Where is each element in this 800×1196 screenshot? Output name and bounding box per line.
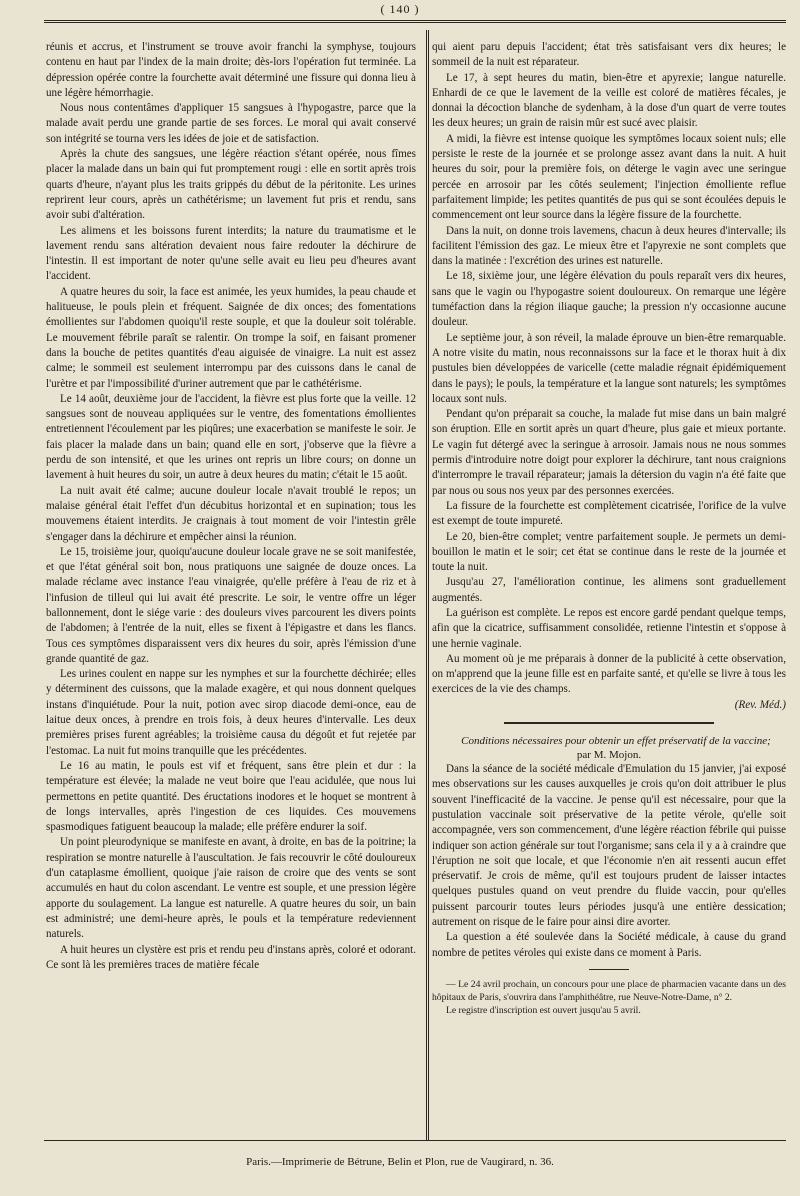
- paragraph: Le 14 août, deuxième jour de l'accident, la fièvre est plus forte que la veille. 12 sangsues sont de nouveau appliquées sur le ventre, des fomentations émollientes entretiennent l'écoulement par les piqûres; une exacerbation se manifeste le soir. Je fais placer la malade dans un bain; quand elle en sort, j'observe que la fièvre a perdu de son intensité, et que les urines ont repris un libre cours; on donne un lavement à huit heures du soir, un autre à deux heures du matin; c'était le 15 août.: [46, 392, 416, 482]
- notice-registration: Le registre d'inscription est ouvert jusqu'au 5 avril.: [446, 1004, 641, 1016]
- paragraph: Dans la nuit, on donne trois lavemens, chacun à deux heures d'intervalle; ils facilitent l'émission des gaz. Le mieux être et l'apyrexie ne sont complets que dans la matinée : l'excrétion des urines est naturelle.: [432, 224, 786, 268]
- notice-announcement: — Le 24 avril prochain, un concours pour une place de pharmacien vacante dans un des hôpitaux de Paris, s'ouvrira dans l'amphithéâtre, rue Neuve-Notre-Dame, n° 2.: [432, 978, 786, 1003]
- paragraph: Le 20, bien-être complet; ventre parfaitement souple. Je permets un demi-bouillon le matin et le soir; cet état se continue dans le reste de la journée et toute la nuit.: [432, 530, 786, 574]
- paragraph: Le 18, sixième jour, une légère élévation du pouls reparaît vers dix heures, sans que le vagin ou l'hypogastre soient douloureux. On remarque une légère tuméfaction dans la région iliaque gauche; la pression n'y occasionne aucune douleur.: [432, 270, 786, 329]
- paragraph: La fissure de la fourchette est complètement cicatrisée, l'orifice de la vulve est exempt de toute impureté.: [432, 499, 786, 528]
- paragraph: Les alimens et les boissons furent interdits; la nature du traumatisme et le lavement rendu sans altération devaient nous faire redouter la déchirure de l'intestin. Il est important de noter qu'une selle avait eu lieu peu d'heures avant l'accident.: [46, 224, 416, 283]
- article-body: [432, 762, 786, 961]
- bottom-rule: [44, 1140, 786, 1141]
- left-column: [46, 40, 416, 1142]
- article-title-text: Conditions nécessaires pour obtenir un effet préservatif de la vaccine;: [461, 735, 771, 748]
- paragraph: Après la chute des sangsues, une légère réaction s'étant opérée, nous fîmes placer la malade dans un bain qui fut promptement rougi : elle en sortit après trois quarts d'heure, n'ayant plus les traits grippés du début de la péritonite. Les urines reprirent leur cours, après un cathétérisme; un lavement fut pris et rendu, sans avoir subi d'altération.: [46, 148, 416, 222]
- right-column-text: [432, 40, 786, 698]
- paragraph: réunis et accrus, et l'instrument se trouve avoir franchi la symphyse, toujours contenu en haut par l'index de la main droite; dès-lors l'opération fut terminée. La dépression opérée contre la fourchette avait déterminé une fissure qui donna lieu à une légère hémorrhagie.: [46, 41, 416, 99]
- column-divider: [426, 30, 429, 1140]
- paragraph: Dans la séance de la société médicale d'Emulation du 15 janvier, j'ai exposé mes observations sur les causes auxquelles je crois qu'on doit attribuer le plus souvent l'inefficacité de la vaccine. Je pense qu'il est nécessaire, pour que la pustulation vaccinale soit préservative de la petite vérole, qu'elle soit accompagnée, vers son commencement, d'une légère réaction fébrile qui puisse indiquer son action générale sur tout l'organisme; sans cela il y a à craindre que l'éruption ne soit que locale, et que l'économie n'en ait ressenti aucun effet préservatif. Je crois de même, qu'il est toujours prudent de laisser intactes quelques pustules quand on veut prendre du fluide vaccin, pour qu'elles puissent parcourir toutes leurs périodes jusqu'à une entière dessication; autrement on risque de le faire pour ainsi dire avorter.: [432, 763, 786, 929]
- paragraph: Au moment où je me préparais à donner de la publicité à cette observation, on m'apprend que la jeune fille est en parfaite santé, et qu'elle se livre à tous les exercices de la vie des champs.: [432, 652, 786, 696]
- paragraph: qui aient paru depuis l'accident; état très satisfaisant vers dix heures; le sommeil de la nuit est réparateur.: [432, 41, 786, 69]
- paragraph: A quatre heures du soir, la face est animée, les yeux humides, la peau chaude et halitueuse, le pouls plein et fréquent. Saignée de dix onces; des fomentations émollientes sur l'abdomen quoiqu'il reste souple, et que la douleur soit tolérable. Le mouvement fébrile paraît se ralentir. On trompe la soif, en faisant promener dans la bouche de petites quantités d'eau aiguisée de vinaigre. La nuit est assez calme; le sommeil est seulement interrompu par des cuissons dans le canal de l'urètre et par l'impossibilité d'uriner autrement que par le cathétérisme.: [46, 285, 416, 390]
- paragraph: Le 15, troisième jour, quoiqu'aucune douleur locale grave ne se soit manifestée, et que l'état général soit bon, nous pratiquons une saignée de douze onces. La malade réclame avec instance l'eau vinaigrée, qu'elle préfère à l'eau de riz et à l'infusion de tilleul qui lui avait été prescrite. Le soir, le ventre offre un léger ballonnement, dont le siége varie : des douleurs vives parcourent les divers points de l'abdomen; à l'entrée de la nuit, elles se fixent à l'épigastre et dans les flancs. Tous ces symptômes disparaissent vers dix heures du soir, après l'émission d'une grande quantité de gaz.: [46, 545, 416, 665]
- paragraph: La nuit avait été calme; aucune douleur locale n'avait troublé le repos; un malaise général était l'effet d'un décubitus horizontal et en supination; tous les mouvemens étaient interdits. Je craignais à tout moment de voir l'intestin grêle s'engager dans la déchirure et empêcher ainsi la réunion.: [46, 484, 416, 543]
- notice-block: [432, 978, 786, 1017]
- paragraph: Nous nous contentâmes d'appliquer 15 sangsues à l'hypogastre, parce que la malade avait perdu une grande partie de ses forces. Le moral qui avait conservé son intégrité se tourna vers les idées de joie et de satisfaction.: [46, 102, 416, 145]
- paragraph: Les urines coulent en nappe sur les nymphes et sur la fourchette déchirée; elles y déterminent des cuissons, que la malade exagère, et qui nous donnent quelques instans d'inquiétude. Pour la nuit, potion avec sirop diacode demi-once, eau de laitue deux onces, à prendre en trois fois, à deux heures d'intervalle. Les deux premières prises furent agréables; la troisième causa du dégoût et fut rejetée par l'estomac. La nuit fut moins tranquille que les précédentes.: [46, 668, 416, 757]
- source-signature: (Rev. Méd.): [734, 698, 786, 711]
- paragraph: Le 16 au matin, le pouls est vif et fréquent, sans être plein et dur : la température est élevée; la malade ne veut boire que l'eau acidulée, que nous lui permettons en petite quantité. Des éructations inodores et le hoquet se montrent à de longs intervalles, après l'ingestion de ces liquides. Ces mouvemens spasmodiques fatiguent beaucoup la malade; elle préfère endurer la soif.: [46, 759, 416, 834]
- paragraph: A midi, la fièvre est intense quoique les symptômes locaux soient nuls; elle persiste le reste de la journée et se prolonge assez avant dans la nuit. A huit heures du soir, pour la première fois, on déterge le vagin avec une seringue percée en arrosoir par les côtés seulement; l'injection émolliente reflue parfaitement limpide; les petites quantités de pus qui se sont écoulées depuis le commencement ont leur source dans la légère fissure de la fourchette.: [432, 132, 786, 222]
- paragraph: Pendant qu'on préparait sa couche, la malade fut mise dans un bain malgré son éruption. Elle en sortit après un quart d'heure, plus gaie et mieux portante. Le vagin fut détergé avec la seringue à arrosoir. Jamais nous ne nous sommes permis d'introduire notre doigt pour explorer la déchirure, tant nous craignions d'interrompre le travail réparateur; jamais la détersion du vagin n'a été faite que par nous ou sous nos yeux par des personnes exercées.: [432, 408, 786, 497]
- paragraph: La question a été soulevée dans la Société médicale, à cause du grand nombre de petites véroles qui existe dans ce moment à Paris.: [432, 931, 786, 959]
- paragraph: Le 17, à sept heures du matin, bien-être et apyrexie; langue naturelle. Enhardi de ce que le lavement de la veille est coloré de matières fécales, je donnai la décoction blanche de sydenham, à la dose d'un quart de verre toutes les deux heures; un grain de raisin mûr est sucé avec plaisir.: [432, 71, 786, 130]
- paragraph: La guérison est complète. Le repos est encore gardé pendant quelque temps, afin que la cicatrice, suffisamment consolidée, retienne l'intestin et s'oppose à une hernie vaginale.: [432, 606, 786, 650]
- paragraph: Un point pleurodynique se manifeste en avant, à droite, en bas de la poitrine; la respiration se montre naturelle à l'auscultation. Je fais recouvrir le côté douloureux d'un cataplasme émollient, quoique j'aie raison de croire que des vents se sont accumulés en haut du colon ascendant. Le ventre est souple, et une pression légère apporte du soulagement. La langue est naturelle. A quatre heures du soir, un bain est administré; une demi-heure après, le pouls et la température redeviennent naturels.: [46, 836, 416, 941]
- printer-imprint: Paris.—Imprimerie de Bétrune, Belin et Plon, rue de Vaugirard, n. 36.: [246, 1156, 554, 1168]
- paragraph: Jusqu'au 27, l'amélioration continue, les alimens sont graduellement augmentés.: [432, 576, 786, 604]
- top-double-rule: [44, 20, 786, 23]
- notice-separator: [589, 969, 629, 970]
- article-title: [432, 734, 786, 762]
- article-separator: [504, 722, 714, 724]
- page-number: ( 140 ): [380, 2, 420, 16]
- paragraph: Le septième jour, à son réveil, la malade éprouve un bien-être remarquable. A notre visite du matin, nous reconnaissons sur la face et le thorax huit à dix pustules bien développées de varicelle (cette maladie régnait épidémiquement dans le pays); le pouls, la température et la langue sont naturels; les symptômes locaux sont nuls.: [432, 331, 786, 405]
- article-author: par M. Mojon.: [576, 749, 642, 762]
- right-column: [432, 40, 786, 1150]
- paragraph: A huit heures un clystère est pris et rendu peu d'instans après, coloré et odorant. Ce sont là les premières traces de matière fécale: [46, 943, 416, 971]
